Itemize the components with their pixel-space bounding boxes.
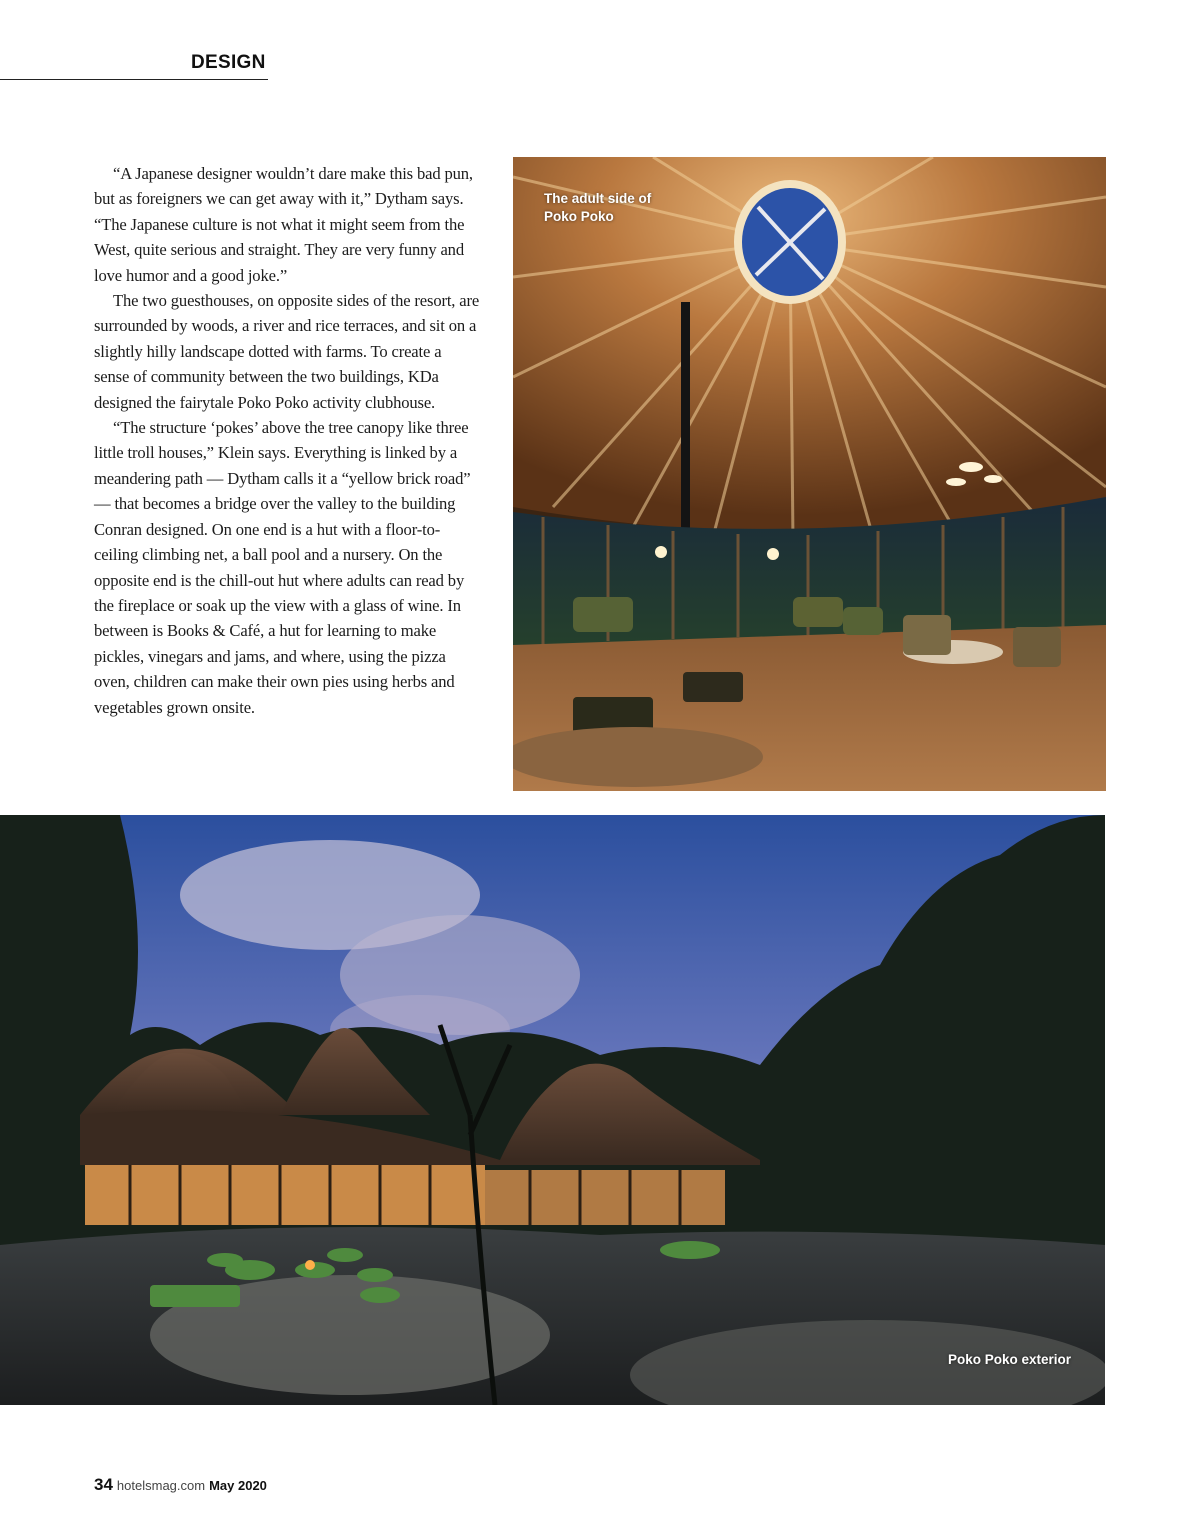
section-rule xyxy=(0,79,268,80)
article-paragraph: The two guesthouses, on opposite sides of the resort, are surrounded by woods, a river and rice terraces, and sit on a slightly hilly landscape dotted with farms. To create a sense of community between the two buildings, KDa designed the fairytale Poko Poko activity clubhouse. xyxy=(94,291,480,412)
exterior-photo-caption: Poko Poko exterior xyxy=(948,1352,1072,1367)
interior-photo xyxy=(513,157,1106,791)
article-body xyxy=(94,161,480,720)
exterior-photo xyxy=(0,815,1105,1405)
footer-issue-date: May 2020 xyxy=(209,1478,267,1493)
article-paragraph: “The structure ‘pokes’ above the tree canopy like three little troll houses,” Klein says. Everything is linked by a meandering path — Dytham calls it a “yellow brick road” — that becomes a bridge over the valley to the building Conran designed. On one end is a hut with a floor-to-ceiling climbing net, a ball pool and a nursery. On the opposite end is the chill-out hut where adults can read by the fireplace or soak up the view with a glass of wine. In between is Books & Café, a hut for learning to make pickles, vinegars and jams, and where, using the pizza oven, children can make their own pies using herbs and vegetables grown onsite. xyxy=(94,418,471,717)
footer-site: hotelsmag.com xyxy=(116,1478,206,1493)
article-paragraph: “A Japanese designer wouldn’t dare make this bad pun, but as foreigners we can get away with it,” Dytham says. “The Japanese culture is not what it might seem from the West, quite serious and straight. They are very funny and love humor and a good joke.” xyxy=(94,164,473,285)
section-label: DESIGN xyxy=(191,52,266,73)
interior-photo-caption: The adult side of Poko Poko xyxy=(544,191,652,224)
page-number: 34 xyxy=(94,1475,113,1494)
page-footer xyxy=(94,1475,267,1495)
